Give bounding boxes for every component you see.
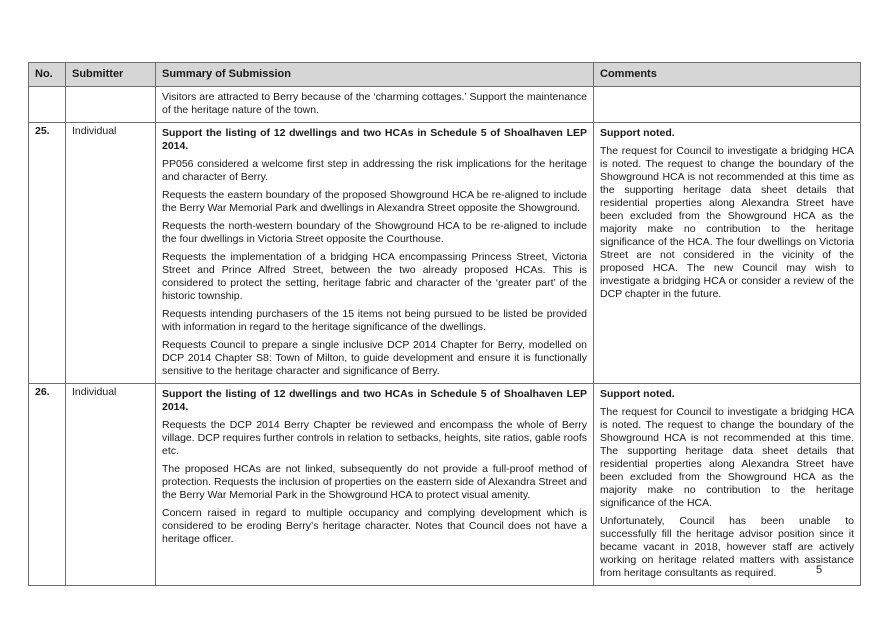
summary-paragraph: Requests the eastern boundary of the proposed Showground HCA be re-aligned to include the Berry War Memorial Park and dwellings in Alexandra Street opposite the Showground. [162, 189, 587, 214]
comments-paragraph: Unfortunately, Council has been unable to successfully fill the heritage advisor position since it became vacant in 2018, however staff are actively working on heritage related matters with assistance from heritage consultants as required. [600, 515, 854, 579]
comments-cell [594, 123, 861, 384]
summary-paragraph: Requests the north-western boundary of the Showground HCA to be re-aligned to include the four dwellings in Victoria Street opposite the Courthouse. [162, 220, 587, 245]
submitter-cell: Individual [66, 123, 156, 384]
table-row [29, 123, 861, 384]
summary-paragraph: Requests the DCP 2014 Berry Chapter be reviewed and encompass the whole of Berry village. DCP requires further controls in relation to setbacks, heights, site ratios, gable roofs etc. [162, 419, 587, 457]
comments-heading: Support noted. [600, 127, 675, 139]
submitter-cell: Individual [66, 384, 156, 586]
comments-paragraph: The request for Council to investigate a bridging HCA is noted. The request to change the boundary of the Showground HCA is not recommended at this time as the supporting heritage data sheet details that residential properties along Alexandra Street have been excluded from the Showground HCA as the majority make no contribution to the heritage significance of the HCA. The four dwellings on Victoria Street are not considered in the vicinity of the proposed HCA. The new Council may wish to investigate a bridging HCA or consider a review of the DCP chapter in the future. [600, 145, 854, 300]
table-row [29, 87, 861, 123]
submissions-tbody [29, 87, 861, 586]
summary-paragraph: Requests the implementation of a bridging HCA encompassing Princess Street, Victoria Street and Prince Alfred Street, between the two already proposed HCAs. This is considered to protect the setting, heritage fabric and character of the ‘greater part’ of the historic township. [162, 251, 587, 302]
table-header [29, 63, 861, 87]
summary-paragraph: Visitors are attracted to Berry because of the ‘charming cottages.’ Support the maintenance of the heritage nature of the town. [162, 91, 587, 116]
table-row [29, 384, 861, 586]
column-header-summary: Summary of Submission [156, 63, 594, 87]
submissions-table [28, 62, 861, 586]
summary-cell [156, 87, 594, 123]
row-number-cell: 26. [29, 384, 66, 586]
comments-cell [594, 87, 861, 123]
column-header-comments: Comments [594, 63, 861, 87]
summary-cell [156, 123, 594, 384]
summary-paragraph: Requests Council to prepare a single inclusive DCP 2014 Chapter for Berry, modelled on DCP 2014 Chapter S8: Town of Milton, to guide development and ensure it is functionally sensitive to the heritage character and significance of Berry. [162, 339, 587, 377]
comments-cell [594, 384, 861, 586]
row-number-cell: 25. [29, 123, 66, 384]
table-header-row [29, 63, 861, 87]
comments-heading: Support noted. [600, 388, 675, 400]
summary-paragraph: Requests intending purchasers of the 15 items not being pursued to be listed be provided with information in regard to the heritage significance of the dwellings. [162, 308, 587, 333]
submitter-cell [66, 87, 156, 123]
summary-paragraph: PP056 considered a welcome first step in addressing the risk implications for the heritage and character of Berry. [162, 158, 587, 183]
summary-paragraph: Concern raised in regard to multiple occupancy and complying development which is considered to be eroding Berry’s heritage character. Notes that Council does not have a heritage officer. [162, 507, 587, 545]
summary-heading: Support the listing of 12 dwellings and two HCAs in Schedule 5 of Shoalhaven LEP 2014. [162, 127, 587, 152]
row-number-cell [29, 87, 66, 123]
summary-heading: Support the listing of 12 dwellings and two HCAs in Schedule 5 of Shoalhaven LEP 2014. [162, 388, 587, 413]
summary-paragraph: The proposed HCAs are not linked, subsequently do not provide a full-proof method of protection. Requests the inclusion of properties on the eastern side of Alexandra Street and the Berry War Memorial Park in the Showground HCA to protect visual amenity. [162, 463, 587, 501]
comments-paragraph: The request for Council to investigate a bridging HCA is noted. The request to change the boundary of the Showground HCA is not recommended at this time. The supporting heritage data sheet details that residential properties along Alexandra Street have been excluded from the Showground HCA as the majority make no contribution to the heritage significance of the HCA. [600, 406, 854, 509]
page-number: 5 [816, 564, 823, 576]
column-header-submitter: Submitter [66, 63, 156, 87]
summary-cell [156, 384, 594, 586]
column-header-no: No. [29, 63, 66, 87]
